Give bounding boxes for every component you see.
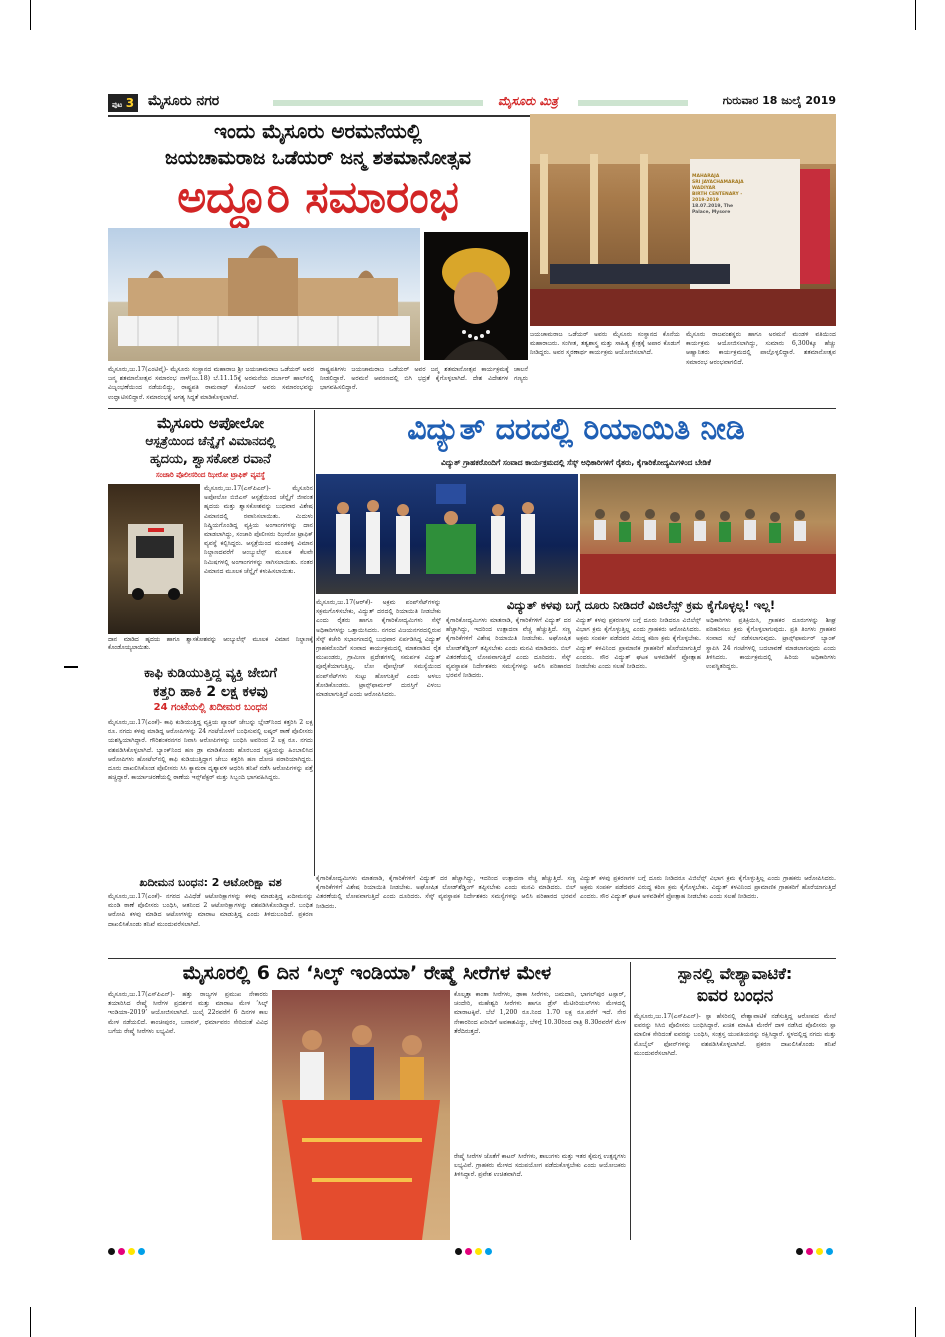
power-paragraph: ಮೈಸೂರು,ಜು.17(ಆರ್‌ಕೆ)- ಅಕ್ರಮ ಪಂಪ್‌ಸೆಟ್‌ಗಳನ್ನು ಸಕ್ರಮಗೊಳಿಸಬೇಕು, ವಿದ್ಯುತ್ ದರದಲ್ಲಿ ರಿಯಾಯಿತಿ ನೀಡಬೇಕು ಎಂದು ರೈತರು ಹಾಗೂ ಕೈಗಾರಿಕೋದ್ಯಮಿಗಳು ಸೆಸ್ಕ್ ಅಧಿಕಾರಿಗಳನ್ನು ಒತ್ತಾಯಿಸಿದರು. ನಗರದ ವಿಜಯನಗರದಲ್ಲಿರುವ ಸೆಸ್ಕ್ ಕಚೇರಿ ಸಭಾಂಗಣದಲ್ಲಿ ಬುಧವಾರ ಏರ್ಪಡಿಸಿದ್ದ ವಿದ್ಯುತ್ ಗ್ರಾಹಕರೊಂದಿಗೆ ಸಂವಾದ ಕಾರ್ಯಕ್ರಮದಲ್ಲಿ ಮಾತನಾಡಿದ ರೈತ ಮುಖಂಡರು, ಗ್ರಾಮೀಣ ಪ್ರದೇಶಗಳಲ್ಲಿ ಸಮರ್ಪಕ ವಿದ್ಯುತ್ ಪೂರೈಕೆಯಾಗುತ್ತಿಲ್ಲ. ಲೋ ವೋಲ್ಟೇಜ್ ಸಮಸ್ಯೆಯಿಂದ ಪಂಪ್‌ಸೆಟ್‌ಗಳು ಸುಟ್ಟು ಹೋಗುತ್ತಿವೆ ಎಂದು ಅಳಲು ತೋಡಿಕೊಂಡರು. ಟ್ರಾನ್ಸ್‌ಫಾರ್ಮರ್ ದುರಸ್ತಿಗೆ ವಿಳಂಬ ಮಾಡಲಾಗುತ್ತಿದೆ ಎಂದು ಆರೋಪಿಸಿದರು.	[316, 599, 441, 699]
silk-paragraph: ಮೈಸೂರು,ಜು.17(ಎಸ್‌ಪಿಎನ್)- ಹತ್ತು ರಾಜ್ಯಗಳ ಪ್ರಮುಖ ನೇಕಾರರು ತಯಾರಿಸಿದ ರೇಷ್ಮೆ ಸೀರೆಗಳ ಪ್ರದರ್ಶನ ಮತ್ತು ಮಾರಾಟ ಮೇಳ ‘ಸಿಲ್ಕ್ ಇಂಡಿಯಾ-2019’ ಆಯೋಜಿಸಲಾಗಿದೆ. ಜುಲೈ 22ರವರೆಗೆ 6 ದಿನಗಳ ಕಾಲ ಮೇಳ ನಡೆಯಲಿದೆ. ಕಾಂಚೀಪುರಂ, ಬನಾರಸ್, ಧರ್ಮಾವರಂ ಸೇರಿದಂತೆ ವಿವಿಧ ಬಗೆಯ ರೇಷ್ಮೆ ಸೀರೆಗಳು ಲಭ್ಯವಿವೆ.	[108, 991, 268, 1035]
crop-mark	[30, 1307, 31, 1337]
power-col-extra	[316, 874, 576, 954]
theft-subhead-2: ಖದೀಮನ ಬಂಧನ: 2 ಆಟೋರಿಕ್ಷಾ ವಶ	[139, 876, 282, 889]
apollo-text	[204, 484, 313, 634]
palace-photo	[108, 228, 420, 361]
silk-text-col	[454, 990, 626, 1150]
apollo-subhead: ಸಂಚಾರಿ ಪೊಲೀಸರಿಂದ ಝೀರೋ ಟ್ರಾಫಿಕ್ ವ್ಯವಸ್ಥೆ	[155, 471, 266, 479]
registration-dots	[455, 1248, 495, 1256]
apollo-paragraph: ಮೈಸೂರು,ಜು.17(ಎಸ್‌ಪಿಎನ್)- ಮೈಸೂರಿನ ಅಪೋಲೋ ಬಿಜಿಎಸ್ ಆಸ್ಪತ್ರೆಯಿಂದ ಚೆನ್ನೈಗೆ ಜೀವಂತ ಹೃದಯ ಮತ್ತು ಶ್ವಾಸಕೋಶವನ್ನು ಬುಧವಾರ ವಿಶೇಷ ವಿಮಾನದಲ್ಲಿ ರವಾನಿಸಲಾಯಿತು. ಮಿದುಳು ನಿಷ್ಕ್ರಿಯಗೊಂಡಿದ್ದ ವ್ಯಕ್ತಿಯ ಅಂಗಾಂಗಗಳನ್ನು ದಾನ ಮಾಡಲಾಗಿದ್ದು, ಸಂಚಾರಿ ಪೊಲೀಸರು ಝೀರೋ ಟ್ರಾಫಿಕ್ ವ್ಯವಸ್ಥೆ ಕಲ್ಪಿಸಿದ್ದರು. ಆಸ್ಪತ್ರೆಯಿಂದ ಮಂಡಕಳ್ಳಿ ವಿಮಾನ ನಿಲ್ದಾಣದವರೆಗೆ ಆಂಬ್ಯುಲೆನ್ಸ್ ಮೂಲಕ ಕೆಲವೇ ನಿಮಿಷಗಳಲ್ಲಿ ಅಂಗಾಂಗಗಳನ್ನು ಸಾಗಿಸಲಾಯಿತು. ನಂತರ ವಿಮಾನದ ಮೂಲಕ ಚೆನ್ನೈಗೆ ಕಳುಹಿಸಲಾಯಿತು.	[204, 485, 313, 575]
lead-paragraph: ರಾಷ್ಟ್ರಪತಿಗಳು ಜಯಚಾಮರಾಜ ಒಡೆಯರ್ ಅವರ ಜನ್ಮ ಶತಮಾನೋತ್ಸವ ಕಾರ್ಯಕ್ರಮಕ್ಕೆ ಚಾಲನೆ ನೀಡಲಿದ್ದಾರೆ. ಅರಮನೆ ಆವರಣದಲ್ಲಿ ಬಿಗಿ ಭದ್ರತೆ ಕೈಗೊಳ್ಳಲಾಗಿದೆ. ದೇಶ ವಿದೇಶಗಳ ಗಣ್ಯರು ಭಾಗವಹಿಸಲಿದ್ದಾರೆ.	[320, 366, 528, 392]
power-paragraph: ವಿದ್ಯುತ್ ಕಳವು ಪ್ರಕರಣಗಳ ಬಗ್ಗೆ ದೂರು ನೀಡಿದರೂ ವಿಜಿಲೆನ್ಸ್ ವಿಭಾಗ ಕ್ರಮ ಕೈಗೊಳ್ಳುತ್ತಿಲ್ಲ ಎಂದು ಗ್ರಾಹಕರು ಆರೋಪಿಸಿದರು. ಅಕ್ರಮ ಸಂಪರ್ಕ ಪಡೆದವರ ವಿರುದ್ಧ ಕಠಿಣ ಕ್ರಮ ಕೈಗೊಳ್ಳಬೇಕು. ವಿದ್ಯುತ್ ಕಳವಿನಿಂದ ಪ್ರಾಮಾಣಿಕ ಗ್ರಾಹಕರಿಗೆ ಹೊರೆಯಾಗುತ್ತಿದೆ ಎಂದರು. ಸೌರ ವಿದ್ಯುತ್ ಘಟಕ ಅಳವಡಿಕೆಗೆ ಪ್ರೋತ್ಸಾಹ ನೀಡಬೇಕು ಎಂದು ಸಲಹೆ ನೀಡಿದರು.	[580, 875, 836, 901]
silk-paragraph: ರೇಷ್ಮೆ ಸೀರೆಗಳ ಜೊತೆಗೆ ಕಾಟನ್ ಸೀರೆಗಳು, ಶಾಲುಗಳು ಮತ್ತು ಇತರ ಕೈಮಗ್ಗ ಉತ್ಪನ್ನಗಳು ಲಭ್ಯವಿವೆ. ಗ್ರಾಹಕರು ಮೇಳದ ಸದುಪಯೋಗ ಪಡೆದುಕೊಳ್ಳಬೇಕು ಎಂದು ಆಯೋಜಕರು ತಿಳಿಸಿದ್ದಾರೆ. ಪ್ರವೇಶ ಉಚಿತವಾಗಿದೆ.	[454, 1153, 626, 1179]
durbar-hall-photo	[530, 114, 836, 326]
dash-mark	[64, 666, 78, 668]
silk-text-col	[108, 990, 268, 1240]
page-number-badge	[108, 94, 138, 112]
power-subhead: ವಿದ್ಯುತ್ ಕಳವು ಬಗ್ಗೆ ದೂರು ನೀಡಿದರೆ ವಿಜಿಲೆನ್ಸ್ ಕ್ರಮ ಕೈಗೊಳ್ಳಲ್ಲ! ಇಲ್ಲ!	[506, 598, 776, 612]
apollo-headline-1: ಮೈಸೂರು ಅಪೋಲೋ	[156, 414, 265, 432]
reg-dot-cyan	[826, 1248, 833, 1255]
theft-box	[108, 666, 313, 956]
crop-mark	[30, 0, 31, 30]
apollo-headline-3: ಹೃದಯ, ಶ್ವಾಸಕೋಶ ರವಾನೆ	[150, 452, 271, 467]
registration-dots	[108, 1248, 148, 1256]
masthead	[108, 92, 836, 114]
lead-rule	[108, 408, 836, 409]
reg-dot-black	[108, 1248, 115, 1255]
crop-mark	[915, 0, 916, 30]
theft-paragraph: ಮೈಸೂರು,ಜು.17(ಎಂಕೆ)- ಕಾಫಿ ಕುಡಿಯುತ್ತಿದ್ದ ವ್ಯಕ್ತಿಯ ಪ್ಯಾಂಟ್ ಜೇಬನ್ನು ಬ್ಲೇಡ್‌ನಿಂದ ಕತ್ತರಿಸಿ 2 ಲಕ್ಷ ರೂ. ನಗದು ಕಳವು ಮಾಡಿದ್ದ ಆರೋಪಿಗಳನ್ನು 24 ಗಂಟೆಯೊಳಗೆ ಬಂಧಿಸುವಲ್ಲಿ ಲಷ್ಕರ್ ಠಾಣೆ ಪೊಲೀಸರು ಯಶಸ್ವಿಯಾಗಿದ್ದಾರೆ. ಗೌರಿಶಂಕರನಗರ ನಿವಾಸಿ ಆರೋಪಿಗಳನ್ನು ಬಂಧಿಸಿ ಅವರಿಂದ 2 ಲಕ್ಷ ರೂ. ನಗದು ವಶಪಡಿಸಿಕೊಳ್ಳಲಾಗಿದೆ. ಬ್ಯಾಂಕ್‌ನಿಂದ ಹಣ ಡ್ರಾ ಮಾಡಿಕೊಂಡು ಹೊರಬಂದ ವ್ಯಕ್ತಿಯನ್ನು ಹಿಂಬಾಲಿಸಿದ ಆರೋಪಿಗಳು ಹೋಟೆಲ್‌ನಲ್ಲಿ ಕಾಫಿ ಕುಡಿಯುತ್ತಿದ್ದಾಗ ಜೇಬು ಕತ್ತರಿಸಿ ಹಣ ದೋಚಿ ಪರಾರಿಯಾಗಿದ್ದರು. ದೂರು ದಾಖಲಿಸಿಕೊಂಡ ಪೊಲೀಸರು ಸಿಸಿ ಕ್ಯಾಮರಾ ದೃಶ್ಯಾವಳಿ ಆಧರಿಸಿ ತನಿಖೆ ನಡೆಸಿ ಆರೋಪಿಗಳನ್ನು ಪತ್ತೆ ಹಚ್ಚಿದ್ದಾರೆ. ಕಾರ್ಯಾಚರಣೆಯಲ್ಲಿ ಠಾಣೆಯ ಇನ್ಸ್‌ಪೆಕ್ಟರ್ ಮತ್ತು ಸಿಬ್ಬಂದಿ ಭಾಗವಹಿಸಿದ್ದರು.	[108, 719, 313, 782]
reg-dot-cyan	[485, 1248, 492, 1255]
ambulance-photo	[108, 484, 200, 634]
power-header	[316, 412, 836, 474]
reg-dot-black	[455, 1248, 462, 1255]
banner-line: BIRTH CENTENARY - 2019-2019	[692, 192, 743, 203]
lead-kicker-1: ಇಂದು ಮೈಸೂರು ಅರಮನೆಯಲ್ಲಿ	[214, 119, 422, 143]
theft-paragraph-2: ಮೈಸೂರು,ಜು.17(ಎಂಕೆ)- ನಗರದ ವಿವಿಧೆಡೆ ಆಟೋರಿಕ್ಷಾಗಳನ್ನು ಕಳವು ಮಾಡುತ್ತಿದ್ದ ಖದೀಮನನ್ನು ಮಂಡಿ ಠಾಣೆ ಪೊಲೀಸರು ಬಂಧಿಸಿ, ಆತನಿಂದ 2 ಆಟೋರಿಕ್ಷಾಗಳನ್ನು ವಶಪಡಿಸಿಕೊಂಡಿದ್ದಾರೆ. ಬಂಧಿತ ಆರೋಪಿ ಕಳವು ಮಾಡಿದ ಆಟೋಗಳನ್ನು ಮಾರಾಟ ಮಾಡುತ್ತಿದ್ದ ಎಂದು ತಿಳಿದುಬಂದಿದೆ. ಪ್ರಕರಣ ದಾಖಲಿಸಿಕೊಂಡು ತನಿಖೆ ಮುಂದುವರೆಸಲಾಗಿದೆ.	[108, 893, 313, 928]
reg-dot-yellow	[816, 1248, 823, 1255]
lead-text-col	[686, 330, 836, 405]
power-bottom-rule	[108, 958, 836, 959]
reg-dot-cyan	[138, 1248, 145, 1255]
power-paragraph: ಕೈಗಾರಿಕೋದ್ಯಮಿಗಳು ಮಾತನಾಡಿ, ಕೈಗಾರಿಕೆಗಳಿಗೆ ವಿದ್ಯುತ್ ದರ ಹೆಚ್ಚಾಗಿದ್ದು, ಇದರಿಂದ ಉತ್ಪಾದನಾ ವೆಚ್ಚ ಹೆಚ್ಚುತ್ತಿದೆ. ಸಣ್ಣ ಕೈಗಾರಿಕೆಗಳಿಗೆ ವಿಶೇಷ ರಿಯಾಯಿತಿ ನೀಡಬೇಕು. ಅಘೋಷಿತ ಲೋಡ್‌ಶೆಡ್ಡಿಂಗ್ ತಪ್ಪಿಸಬೇಕು ಎಂದು ಮನವಿ ಮಾಡಿದರು. ಬಿಲ್ ವಿತರಣೆಯಲ್ಲಿ ಲೋಪವಾಗುತ್ತಿದೆ ಎಂದು ದೂರಿದರು. ಸೆಸ್ಕ್ ವ್ಯವಸ್ಥಾಪಕ ನಿರ್ದೇಶಕರು ಸಮಸ್ಯೆಗಳನ್ನು ಆಲಿಸಿ ಪರಿಹಾರದ ಭರವಸೆ ನೀಡಿದರು.	[446, 617, 571, 680]
section-bar	[273, 100, 483, 106]
reg-dot-yellow	[128, 1248, 135, 1255]
section-name: ಮೈಸೂರು ನಗರ	[148, 93, 220, 109]
registration-dots	[796, 1248, 836, 1256]
power-col-extra	[580, 874, 836, 954]
lead-kicker-2: ಜಯಚಾಮರಾಜ ಒಡೆಯರ್ ಜನ್ಮ ಶತಮಾನೋತ್ಸವ	[164, 147, 471, 169]
column-rule	[314, 410, 315, 876]
theft-headline-1: ಕಾಫಿ ಕುಡಿಯುತ್ತಿದ್ದ ವ್ಯಕ್ತಿ ಜೇಬಿಗೆ	[144, 666, 277, 681]
theft-text	[108, 718, 313, 873]
apollo-box	[108, 412, 313, 662]
spa-headline-1: ಸ್ಪಾನಲ್ಲಿ ವೇಶ್ಯಾವಾಟಿಕೆ:	[677, 964, 793, 983]
power-paragraph: ಕೈಗಾರಿಕೋದ್ಯಮಿಗಳು ಮಾತನಾಡಿ, ಕೈಗಾರಿಕೆಗಳಿಗೆ ವಿದ್ಯುತ್ ದರ ಹೆಚ್ಚಾಗಿದ್ದು, ಇದರಿಂದ ಉತ್ಪಾದನಾ ವೆಚ್ಚ ಹೆಚ್ಚುತ್ತಿದೆ. ಸಣ್ಣ ಕೈಗಾರಿಕೆಗಳಿಗೆ ವಿಶೇಷ ರಿಯಾಯಿತಿ ನೀಡಬೇಕು. ಅಘೋಷಿತ ಲೋಡ್‌ಶೆಡ್ಡಿಂಗ್ ತಪ್ಪಿಸಬೇಕು ಎಂದು ಮನವಿ ಮಾಡಿದರು. ಬಿಲ್ ವಿತರಣೆಯಲ್ಲಿ ಲೋಪವಾಗುತ್ತಿದೆ ಎಂದು ದೂರಿದರು. ಸೆಸ್ಕ್ ವ್ಯವಸ್ಥಾಪಕ ನಿರ್ದೇಶಕರು ಸಮಸ್ಯೆಗಳನ್ನು ಆಲಿಸಿ ಪರಿಹಾರದ ಭರವಸೆ ನೀಡಿದರು.	[316, 875, 576, 910]
power-paragraph: ಅಧಿಕಾರಿಗಳು ಪ್ರತಿಕ್ರಿಯಿಸಿ, ಗ್ರಾಹಕರ ದೂರುಗಳನ್ನು ಶೀಘ್ರ ಪರಿಹರಿಸಲು ಕ್ರಮ ಕೈಗೊಳ್ಳಲಾಗುವುದು. ಪ್ರತಿ ತಿಂಗಳು ಗ್ರಾಹಕರ ಸಂವಾದ ಸಭೆ ನಡೆಸಲಾಗುವುದು. ಟ್ರಾನ್ಸ್‌ಫಾರ್ಮರ್ ಬ್ಯಾಂಕ್ ಸ್ಥಾಪಿಸಿ 24 ಗಂಟೆಗಳಲ್ಲಿ ಬದಲಾವಣೆ ಮಾಡಲಾಗುವುದು ಎಂದು ತಿಳಿಸಿದರು. ಕಾರ್ಯಕ್ರಮದಲ್ಲಿ ಹಿರಿಯ ಅಧಿಕಾರಿಗಳು ಉಪಸ್ಥಿತರಿದ್ದರು.	[706, 617, 836, 671]
power-col	[706, 616, 836, 870]
silk-headline: ಮೈಸೂರಲ್ಲಿ 6 ದಿನ ‘ಸಿಲ್ಕ್ ಇಂಡಿಯಾ’ ರೇಷ್ಮೆ ಸೀರೆಗಳ ಮೇಳ	[182, 962, 552, 984]
spa-rule	[630, 962, 631, 1240]
reg-dot-magenta	[118, 1248, 125, 1255]
banner-line: SRI JAYACHAMARAJA WADIYAR	[692, 180, 744, 191]
lead-paragraph: ಜಯಚಾಮರಾಜ ಒಡೆಯರ್ ಅವರು ಮೈಸೂರು ಸಂಸ್ಥಾನದ ಕೊನೆಯ ಮಹಾರಾಜರು. ಸಂಗೀತ, ತತ್ವಶಾಸ್ತ್ರ ಮತ್ತು ಸಾಹಿತ್ಯ ಕ್ಷೇತ್ರಕ್ಕೆ ಅಪಾರ ಕೊಡುಗೆ ನೀಡಿದ್ದರು. ಅವರ ಸ್ಮರಣಾರ್ಥ ಕಾರ್ಯಕ್ರಮ ಆಯೋಜಿಸಲಾಗಿದೆ.	[530, 331, 680, 357]
theft-subhead: 24 ಗಂಟೆಯಲ್ಲಿ ಖದೀಮರ ಬಂಧನ	[153, 702, 268, 713]
silk-text-col	[454, 1152, 626, 1240]
maharaja-portrait	[424, 232, 528, 360]
spa-paragraph: ಮೈಸೂರು,ಜು.17(ಎಸ್‌ಪಿಎನ್)- ಸ್ಪಾ ಹೆಸರಿನಲ್ಲಿ ವೇಶ್ಯಾವಾಟಿಕೆ ನಡೆಸುತ್ತಿದ್ದ ಆರೋಪದ ಮೇಲೆ ಐವರನ್ನು ಸಿಸಿಬಿ ಪೊಲೀಸರು ಬಂಧಿಸಿದ್ದಾರೆ. ಖಚಿತ ಮಾಹಿತಿ ಮೇರೆಗೆ ದಾಳಿ ನಡೆಸಿದ ಪೊಲೀಸರು ಸ್ಪಾ ಮಾಲೀಕ ಸೇರಿದಂತೆ ಐವರನ್ನು ಬಂಧಿಸಿ, ಸಂತ್ರಸ್ತ ಯುವತಿಯರನ್ನು ರಕ್ಷಿಸಿದ್ದಾರೆ. ಸ್ಥಳದಲ್ಲಿದ್ದ ನಗದು ಮತ್ತು ಮೊಬೈಲ್ ಫೋನ್‌ಗಳನ್ನು ವಶಪಡಿಸಿಕೊಳ್ಳಲಾಗಿದೆ. ಪ್ರಕರಣ ದಾಖಲಿಸಿಕೊಂಡು ತನಿಖೆ ಮುಂದುವರೆಸಲಾಗಿದೆ.	[634, 1013, 836, 1057]
power-paragraph: ವಿದ್ಯುತ್ ಕಳವು ಪ್ರಕರಣಗಳ ಬಗ್ಗೆ ದೂರು ನೀಡಿದರೂ ವಿಜಿಲೆನ್ಸ್ ವಿಭಾಗ ಕ್ರಮ ಕೈಗೊಳ್ಳುತ್ತಿಲ್ಲ ಎಂದು ಗ್ರಾಹಕರು ಆರೋಪಿಸಿದರು. ಅಕ್ರಮ ಸಂಪರ್ಕ ಪಡೆದವರ ವಿರುದ್ಧ ಕಠಿಣ ಕ್ರಮ ಕೈಗೊಳ್ಳಬೇಕು. ವಿದ್ಯುತ್ ಕಳವಿನಿಂದ ಪ್ರಾಮಾಣಿಕ ಗ್ರಾಹಕರಿಗೆ ಹೊರೆಯಾಗುತ್ತಿದೆ ಎಂದರು. ಸೌರ ವಿದ್ಯುತ್ ಘಟಕ ಅಳವಡಿಕೆಗೆ ಪ್ರೋತ್ಸಾಹ ನೀಡಬೇಕು ಎಂದು ಸಲಹೆ ನೀಡಿದರು.	[576, 617, 701, 671]
banner-line: 18.07.2019, The Palace, Mysore	[692, 204, 734, 215]
apollo-caption	[108, 636, 313, 658]
silk-photo	[272, 990, 450, 1240]
paper-name: ಮೈಸೂರು ಮಿತ್ರ	[498, 94, 558, 108]
page-number: 3	[125, 96, 135, 110]
spa-headline-2: ಐವರ ಬಂಧನ	[696, 986, 774, 1006]
crop-mark	[915, 1307, 916, 1337]
date-bar	[578, 100, 688, 106]
lead-paragraph: ಮೈಸೂರು,ಜು.17(ಎಂಟಿವೈ)- ಮೈಸೂರು ಸಂಸ್ಥಾನದ ಮಹಾರಾಜ ಶ್ರೀ ಜಯಚಾಮರಾಜ ಒಡೆಯರ್ ಅವರ ಜನ್ಮ ಶತಮಾನೋತ್ಸವ ಸಮಾರಂಭ ನಾಳೆ(ಜು.18) ಬೆ.11.15ಕ್ಕೆ ಅರಮನೆಯ ದರ್ಬಾರ್ ಹಾಲ್‌ನಲ್ಲಿ ವಿಜೃಂಭಣೆಯಿಂದ ನಡೆಯಲಿದ್ದು, ರಾಷ್ಟ್ರಪತಿ ರಾಮನಾಥ್ ಕೋವಿಂದ್ ಅವರು ಸಮಾರಂಭವನ್ನು ಉದ್ಘಾಟಿಸಲಿದ್ದಾರೆ. ಸಮಾರಂಭಕ್ಕೆ ಅಗತ್ಯ ಸಿದ್ಧತೆ ಮಾಡಿಕೊಳ್ಳಲಾಗಿದೆ.	[108, 366, 314, 401]
lead-text-col	[530, 330, 680, 405]
theft-headline-2: ಕತ್ತರಿ ಹಾಕಿ 2 ಲಕ್ಷ ಕಳವು	[153, 684, 268, 700]
issue-date: ಗುರುವಾರ 18 ಜುಲೈ 2019	[722, 94, 836, 107]
apollo-caption-text: ದಾನ ಮಾಡಿದ ಹೃದಯ ಹಾಗೂ ಶ್ವಾಸಕೋಶವನ್ನು ಆಂಬ್ಯುಲೆನ್ಸ್ ಮೂಲಕ ವಿಮಾನ ನಿಲ್ದಾಣಕ್ಕೆ ಕೊಂಡೊಯ್ಯಲಾಯಿತು.	[108, 637, 313, 651]
reg-dot-yellow	[475, 1248, 482, 1255]
banner-text	[692, 174, 752, 216]
power-col	[446, 616, 571, 870]
power-headline: ವಿದ್ಯುತ್ ದರದಲ್ಲಿ ರಿಯಾಯಿತಿ ನೀಡಿ	[407, 412, 745, 447]
banner-line: MAHARAJA	[692, 174, 720, 179]
power-col	[316, 598, 441, 870]
reg-dot-magenta	[806, 1248, 813, 1255]
reg-dot-magenta	[465, 1248, 472, 1255]
power-strap: ವಿದ್ಯುತ್ ಗ್ರಾಹಕರೊಂದಿಗೆ ಸಂವಾದ ಕಾರ್ಯಕ್ರಮದಲ್ಲಿ ಸೆಸ್ಕ್ ಅಧಿಕಾರಿಗಳಿಗೆ ರೈತರು, ಕೈಗಾರಿಕೋದ್ಯಮಿಗಳಿಂದ ಬೇಡಿಕೆ	[441, 458, 711, 467]
power-event-photo-2	[580, 474, 836, 594]
power-event-photo-1	[316, 474, 578, 594]
apollo-headline-2: ಆಸ್ಪತ್ರೆಯಿಂದ ಚೆನ್ನೈಗೆ ವಿಮಾನದಲ್ಲಿ	[145, 434, 276, 448]
lead-paragraph: ಮೈಸೂರು ರಾಜವಂಶಸ್ಥರು ಹಾಗೂ ಅರಮನೆ ಮಂಡಳಿ ವತಿಯಿಂದ ಕಾರ್ಯಕ್ರಮ ಆಯೋಜಿಸಲಾಗಿದ್ದು, ಸುಮಾರು 6,300ಕ್ಕೂ ಹೆಚ್ಚು ಆಹ್ವಾನಿತರು ಕಾರ್ಯಕ್ರಮದಲ್ಲಿ ಪಾಲ್ಗೊಳ್ಳಲಿದ್ದಾರೆ. ಶತಮಾನೋತ್ಸವ ಸಮಾರಂಭ ಆರಂಭವಾಗಲಿದೆ.	[686, 331, 836, 366]
theft-text-2	[108, 892, 313, 954]
page-label: ಪುಟ	[111, 101, 123, 109]
spa-text	[634, 1012, 836, 1240]
silk-paragraph: ಕೊಲ್ಕತ್ತಾ ಕಾಂತಾ ಸೀರೆಗಳು, ಢಾಕಾ ಸೀರೆಗಳು, ಜಮದಾನಿ, ಭಾಗಲ್‌ಪುರ ಟಸ್ಸಾರ್, ಚಂದೇರಿ, ಮಹೇಶ್ವರಿ ಸೀರೆಗಳು ಹಾಗೂ ಡ್ರೆಸ್ ಮೆಟೀರಿಯಲ್‌ಗಳು ಮೇಳದಲ್ಲಿ ಮಾರಾಟಕ್ಕಿವೆ. ಬೆಲೆ 1,200 ರೂ.ನಿಂದ 1.70 ಲಕ್ಷ ರೂ.ವರೆಗೆ ಇದೆ. ನೇರ ನೇಕಾರರಿಂದ ಖರೀದಿಗೆ ಅವಕಾಶವಿದ್ದು, ಬೆಳಿಗ್ಗೆ 10.30ರಿಂದ ರಾತ್ರಿ 8.30ರವರೆಗೆ ಮೇಳ ತೆರೆದಿರುತ್ತದೆ.	[454, 991, 626, 1035]
lead-text-col	[320, 365, 528, 405]
reg-dot-black	[796, 1248, 803, 1255]
power-col	[576, 616, 701, 870]
lead-headline: ಅದ್ದೂರಿ ಸಮಾರಂಭ	[177, 172, 459, 223]
lead-text-col	[108, 365, 314, 405]
